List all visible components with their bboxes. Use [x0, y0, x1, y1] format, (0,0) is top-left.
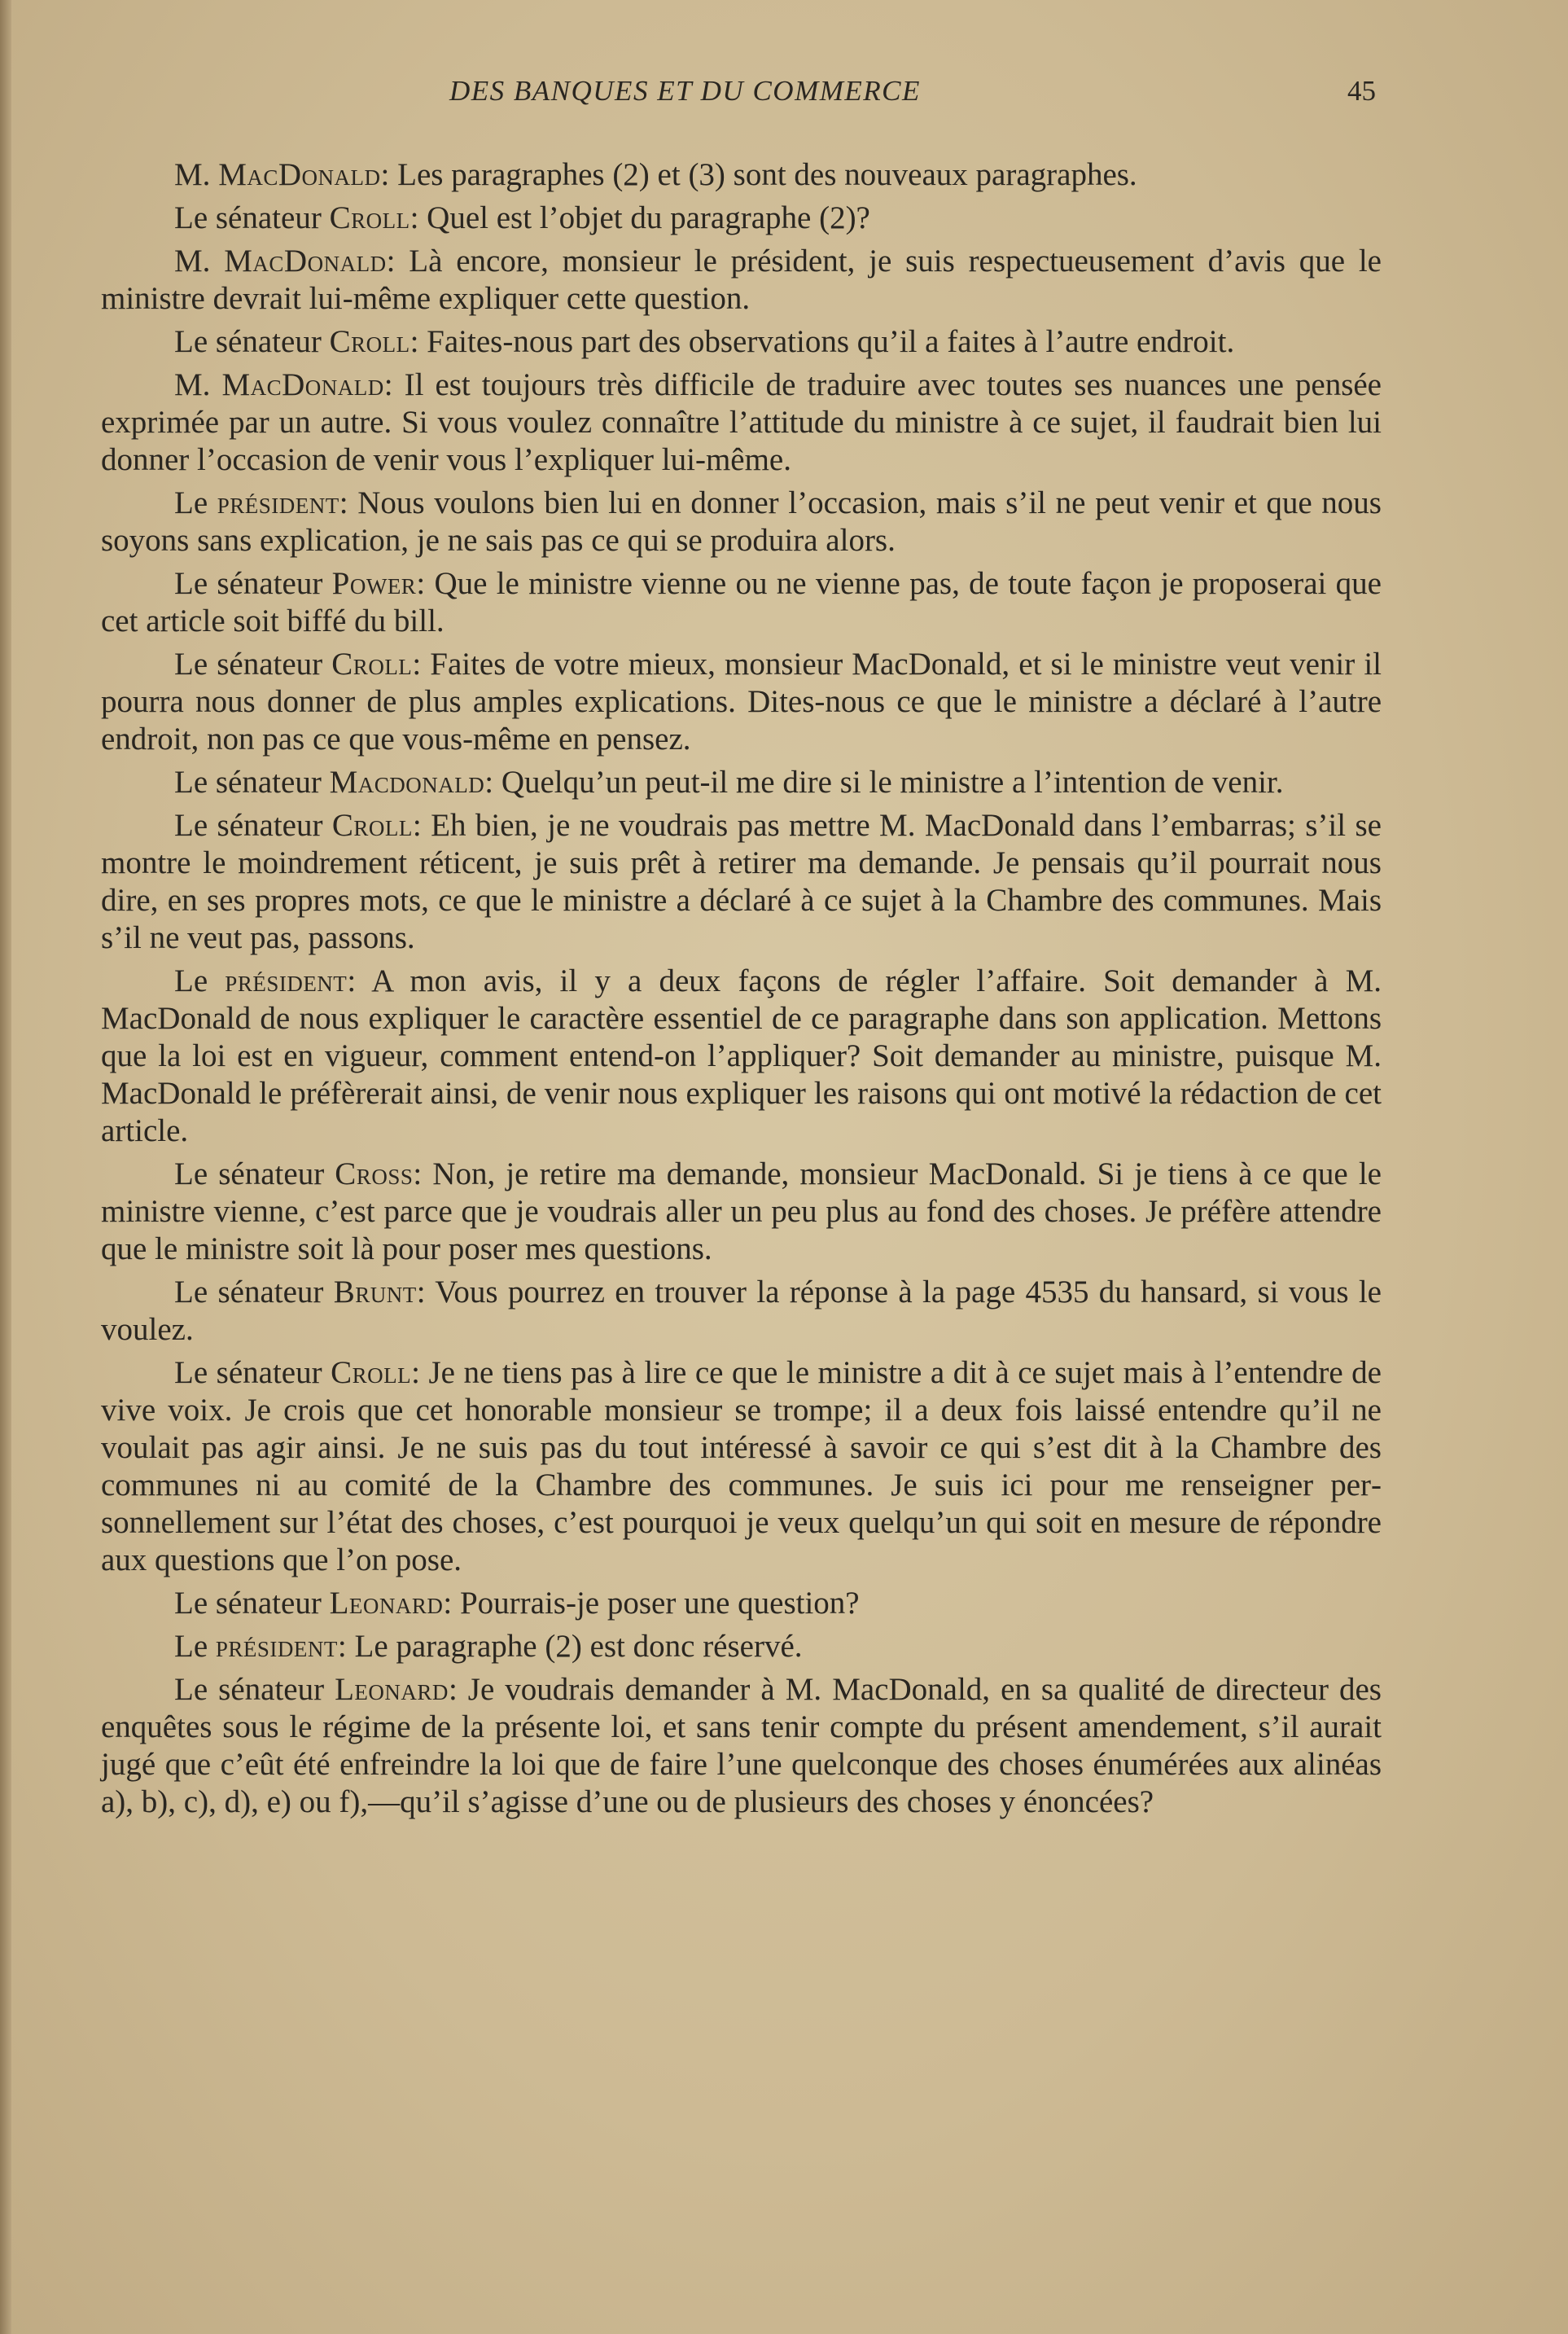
speaker-name: MacDonald: [221, 367, 384, 402]
paragraph: [101, 807, 1382, 957]
paragraph-text: : Faites de votre mieux, monsieur MacDonald, et si le ministre veut venir il pourra nous donner de plus amples explications. Dites-nous ce que le ministre a déclaré à l’autre endroit, non pas ce que vous-même en pensez.: [101, 647, 1382, 757]
paragraph: [101, 1354, 1382, 1579]
speaker-prefix: Le sénateur: [174, 566, 332, 601]
speaker-prefix: Le sénateur: [174, 1355, 331, 1390]
paragraph: [101, 485, 1382, 559]
speaker-prefix: Le sénateur: [174, 200, 330, 235]
speaker-prefix: Le: [174, 485, 217, 520]
page-header: [0, 75, 1568, 116]
speaker-name: MacDonald: [224, 243, 387, 279]
paragraph: [101, 1274, 1382, 1349]
speaker-prefix: Le: [174, 1629, 216, 1664]
speaker-name: Leonard: [329, 1586, 444, 1621]
transcript-body: [101, 156, 1382, 1827]
speaker-name: MacDonald: [218, 157, 381, 192]
speaker-prefix: M.: [174, 367, 222, 402]
speaker-name: Croll: [329, 324, 410, 359]
speaker-prefix: Le sénateur: [174, 324, 330, 359]
paragraph-text: : Eh bien, je ne voudrais pas mettre M. MacDonald dans l’embarras; s’il se montre le moindrement réticent, je suis prêt à retirer ma demande. Je pensais qu’il pourrait nous dire, en ses propres mots, ce que le ministre a déclaré à ce sujet à la Chambre des communes. Mais s’il ne veut pas, passons.: [101, 808, 1382, 955]
speaker-prefix: Le sénateur: [174, 1672, 335, 1707]
paragraph: [101, 1585, 1382, 1622]
paragraph: [101, 963, 1382, 1150]
running-title: DES BANQUES ET DU COMMERCE: [449, 75, 921, 107]
speaker-prefix: M.: [174, 157, 219, 192]
speaker-prefix: Le sénateur: [174, 808, 332, 843]
paragraph: [101, 764, 1382, 801]
speaker-name: Croll: [331, 1355, 412, 1390]
speaker-name: Brunt: [333, 1274, 417, 1310]
paragraph: [101, 1156, 1382, 1268]
speaker-name: Croll: [329, 200, 410, 235]
paragraph-text: : Le paragraphe (2) est donc réservé.: [337, 1629, 803, 1664]
speaker-prefix: Le: [174, 963, 226, 998]
speaker-prefix: Le sénateur: [174, 1156, 335, 1191]
speaker-name: président: [215, 1629, 338, 1664]
paragraph-text: : Que le ministre vienne ou ne vienne pas, de toute façon je proposerai que cet article soit biffé du bill.: [101, 566, 1382, 638]
paragraph-text: : Vous pourrez en trouver la réponse à la page 4535 du hansard, si vous le voulez.: [101, 1274, 1382, 1347]
paragraph: [101, 565, 1382, 640]
speaker-name: Leonard: [335, 1672, 449, 1707]
page-number: 45: [1347, 75, 1376, 107]
speaker-name: Power: [331, 566, 417, 601]
paragraph-text: : Quelqu’un peut-il me dire si le ministre a l’intention de venir.: [484, 765, 1284, 800]
speaker-name: Cross: [335, 1156, 414, 1191]
book-spine-edge: [0, 0, 11, 2334]
paragraph: [101, 156, 1382, 194]
speaker-prefix: Le sénateur: [174, 765, 330, 800]
paragraph-text: : Je ne tiens pas à lire ce que le ministre a dit à ce sujet mais à l’entendre de vive voix. Je crois que cet honorable monsieur se trompe; il a deux fois laissé entendre qu’il ne voulait pas agir ainsi. Je ne suis pas du tout intéressé à savoir ce qui s’est dit à la Chambre des communes ni au comité de la Chambre des communes. Je suis ici pour me renseigner personnellement sur l’état des choses, c’est pourquoi je veux quelqu’un qui soit en mesure de répondre aux questions que l’on pose.: [101, 1355, 1382, 1577]
paragraph: [101, 323, 1382, 361]
paragraph-text: : Il est toujours très difficile de traduire avec toutes ses nuances une pensée exprimée par un autre. Si vous voulez connaître l’attitude du ministre à ce sujet, il faudrait bien lui donner l’occasion de venir vous l’expliquer lui-même.: [101, 367, 1382, 477]
paragraph: [101, 200, 1382, 237]
paragraph-text: : Nous voulons bien lui en donner l’occasion, mais s’il ne peut venir et que nous soyons sans explication, je ne sais pas ce qui se produira alors.: [101, 485, 1382, 558]
paragraph-text: : Les paragraphes (2) et (3) sont des nouveaux paragraphes.: [380, 157, 1137, 192]
paragraph: [101, 646, 1382, 758]
speaker-name: président: [225, 963, 348, 998]
paragraph: [101, 366, 1382, 479]
speaker-name: Macdonald: [329, 765, 485, 800]
paragraph-text: : Je voudrais demander à M. MacDonald, en sa qualité de directeur des enquêtes sous le régime de la présente loi, et sans tenir compte du présent amendement, s’il aurait jugé que c’eût été enfreindre la loi que de faire l’une quelconque des choses énumérées aux alinéas a), b), c), d), e) ou f),—qu’il s’agisse d’une ou de plusieurs des choses y énoncées?: [101, 1672, 1382, 1819]
speaker-name: Croll: [331, 808, 413, 843]
paragraph: [101, 1628, 1382, 1665]
speaker-name: président: [217, 485, 339, 520]
paragraph-text: : Là encore, monsieur le président, je suis respectueusement d’avis que le ministre devrait lui-même expliquer cette question.: [101, 243, 1382, 316]
speaker-prefix: Le sénateur: [174, 1586, 330, 1621]
paragraph-text: : Pourrais-je poser une question?: [443, 1586, 860, 1621]
paragraph: [101, 243, 1382, 318]
paragraph-text: : A mon avis, il y a deux façons de régler l’affaire. Soit demander à M. MacDonald de nous expliquer le caractère essentiel de ce paragraphe dans son application. Mettons que la loi est en vigueur, comment entend-on l’appliquer? Soit demander au ministre, puisque M. MacDonald le préfèrerait ainsi, de venir nous expliquer les raisons qui ont motivé la rédaction de cet article.: [101, 963, 1382, 1148]
speaker-prefix: Le sénateur: [174, 1274, 334, 1310]
speaker-prefix: Le sénateur: [174, 647, 332, 682]
paragraph-text: : Quel est l’objet du paragraphe (2)?: [410, 200, 870, 235]
speaker-name: Croll: [331, 647, 413, 682]
paragraph-text: : Faites-nous part des observations qu’il a faites à l’autre endroit.: [410, 324, 1235, 359]
paragraph-text: : Non, je retire ma demande, monsieur MacDonald. Si je tiens à ce que le ministre vienne, c’est parce que je voudrais aller un peu plus au fond des choses. Je préfère attendre que le ministre soit là pour poser mes questions.: [101, 1156, 1382, 1266]
paragraph: [101, 1671, 1382, 1821]
speaker-prefix: M.: [174, 243, 225, 279]
